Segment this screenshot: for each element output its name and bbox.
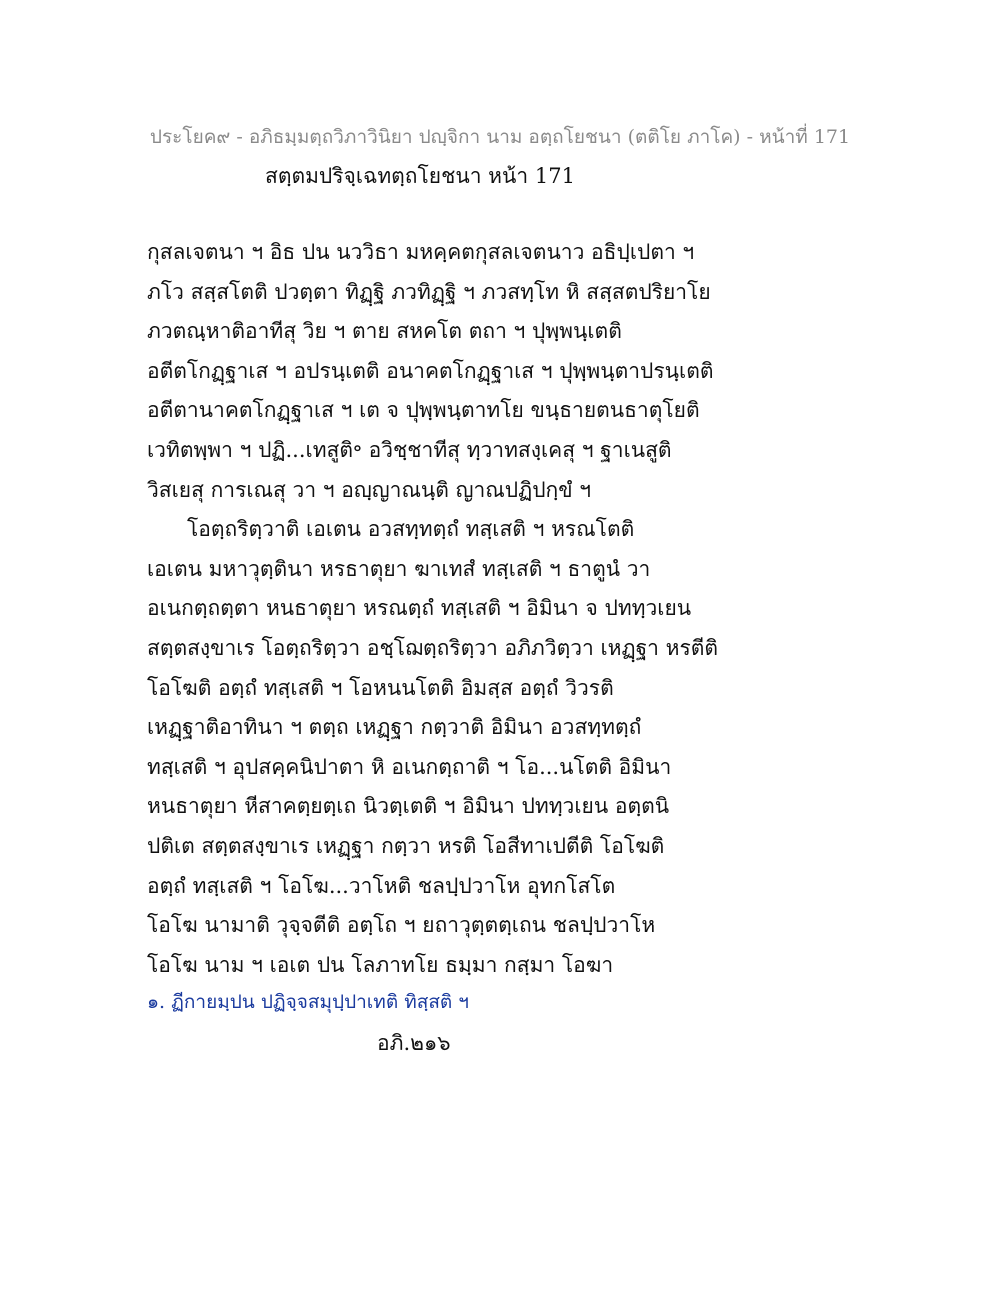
text-line: กุสลเจตนา ฯ อิธ ปน นววิธา มหคฺคตกุสลเจตนาว อธิปฺเปตา ฯ [147, 240, 695, 264]
text-line: วิสเยสุ การเณสุ วา ฯ อญฺญาณนฺติ ญาณปฏิปกฺขํ ฯ [147, 477, 592, 502]
paragraph-start-line: โอตฺถริตฺวาติ เอเตน อวสทฺทตฺถํ ทสฺเสติ ฯ หรณโตติ [187, 517, 635, 542]
footnote: ๑. ฏีกายมฺปน ปฏิจฺจสมุปฺปาเทติ ทิสฺสติ ฯ [147, 991, 469, 1013]
page-reference: อภิ.๒๑๖ [377, 1031, 451, 1055]
text-line: โอโฆติ อตฺถํ ทสฺเสติ ฯ โอหนนโตติ อิมสฺส อตฺถํ วิวรติ [147, 675, 614, 700]
text-line: โอโฆ นาม ฯ เอเต ปน โลภาทโย ธมฺมา กสฺมา โอฆา [147, 952, 614, 977]
text-line: ภวตณฺหาติอาทีสุ วิย ฯ ตาย สหคโต ตถา ฯ ปุพฺพนฺเตติ [147, 319, 622, 344]
text-line: เหฏฺฐาติอาทินา ฯ ตตฺถ เหฏฺฐา กตฺวาติ อิมินา อวสทฺทตฺถํ [147, 715, 642, 740]
text-line: อตีตานาคตโกฏฺฐาเส ฯ เต จ ปุพฺพนฺตาทโย ขนฺธายตนธาตุโยติ [147, 398, 700, 423]
text-line: หนธาตุยา หีสาคตฺยตฺเถ นิวตฺเตติ ฯ อิมินา ปททฺวเยน อตฺตนิ [147, 794, 670, 819]
text-line: โอโฆ นามาติ วุจฺจตีติ อตฺโถ ฯ ยถาวุตฺตตฺเถน ชลปฺปวาโห [147, 913, 656, 938]
section-heading: สตฺตมปริจฺเฉทตฺถโยชนา หน้า 171 [265, 164, 575, 188]
running-header: ประโยค๙ - อภิธมฺมตฺถวิภาวินิยา ปญฺจิกา นาม อตฺถโยชนา (ตติโย ภาโค) - หน้าที่ 171 [149, 126, 851, 148]
body-text [147, 233, 867, 985]
text-line: ปติเต สตฺตสงฺขาเร เหฏฺฐา กตฺวา หรติ โอสีทาเปตีติ โอโฆติ [147, 833, 665, 858]
text-line: สตฺตสงฺขาเร โอตฺถริตฺวา อชฺโฌตฺถริตฺวา อภิภวิตฺวา เหฏฺฐา หรตีติ [147, 635, 719, 660]
text-line: เวทิตพฺพา ฯ ปฏิ...เทสูติ॰ อวิชฺชาทีสุ ทฺวาทสงฺเคสุ ฯ ฐาเนสูติ [147, 437, 672, 462]
text-line: ภโว สสฺสโตติ ปวตฺตา ทิฏฺฐิ ภวทิฏฺฐิ ฯ ภวสทฺโท หิ สสฺสตปริยาโย [147, 279, 711, 304]
text-line: ทสฺเสติ ฯ อุปสคฺคนิปาตา หิ อเนกตฺถาติ ฯ โอ...นโตติ อิมินา [147, 754, 672, 779]
text-line: อตีตโกฏฺฐาเส ฯ อปรนฺเตติ อนาคตโกฏฺฐาเส ฯ ปุพฺพนฺตาปรนฺเตติ [147, 358, 714, 383]
text-line: เอเตน มหาวุตฺตินา หรธาตุยา ฆาเทสํ ทสฺเสติ ฯ ธาตูนํ วา [147, 556, 651, 581]
text-line: อตฺถํ ทสฺเสติ ฯ โอโฆ...วาโหติ ชลปฺปวาโห อุทกโสโต [147, 873, 616, 898]
text-line: อเนกตฺถตฺตา หนธาตุยา หรณตฺถํ ทสฺเสติ ฯ อิมินา จ ปททฺวเยน [147, 596, 692, 621]
